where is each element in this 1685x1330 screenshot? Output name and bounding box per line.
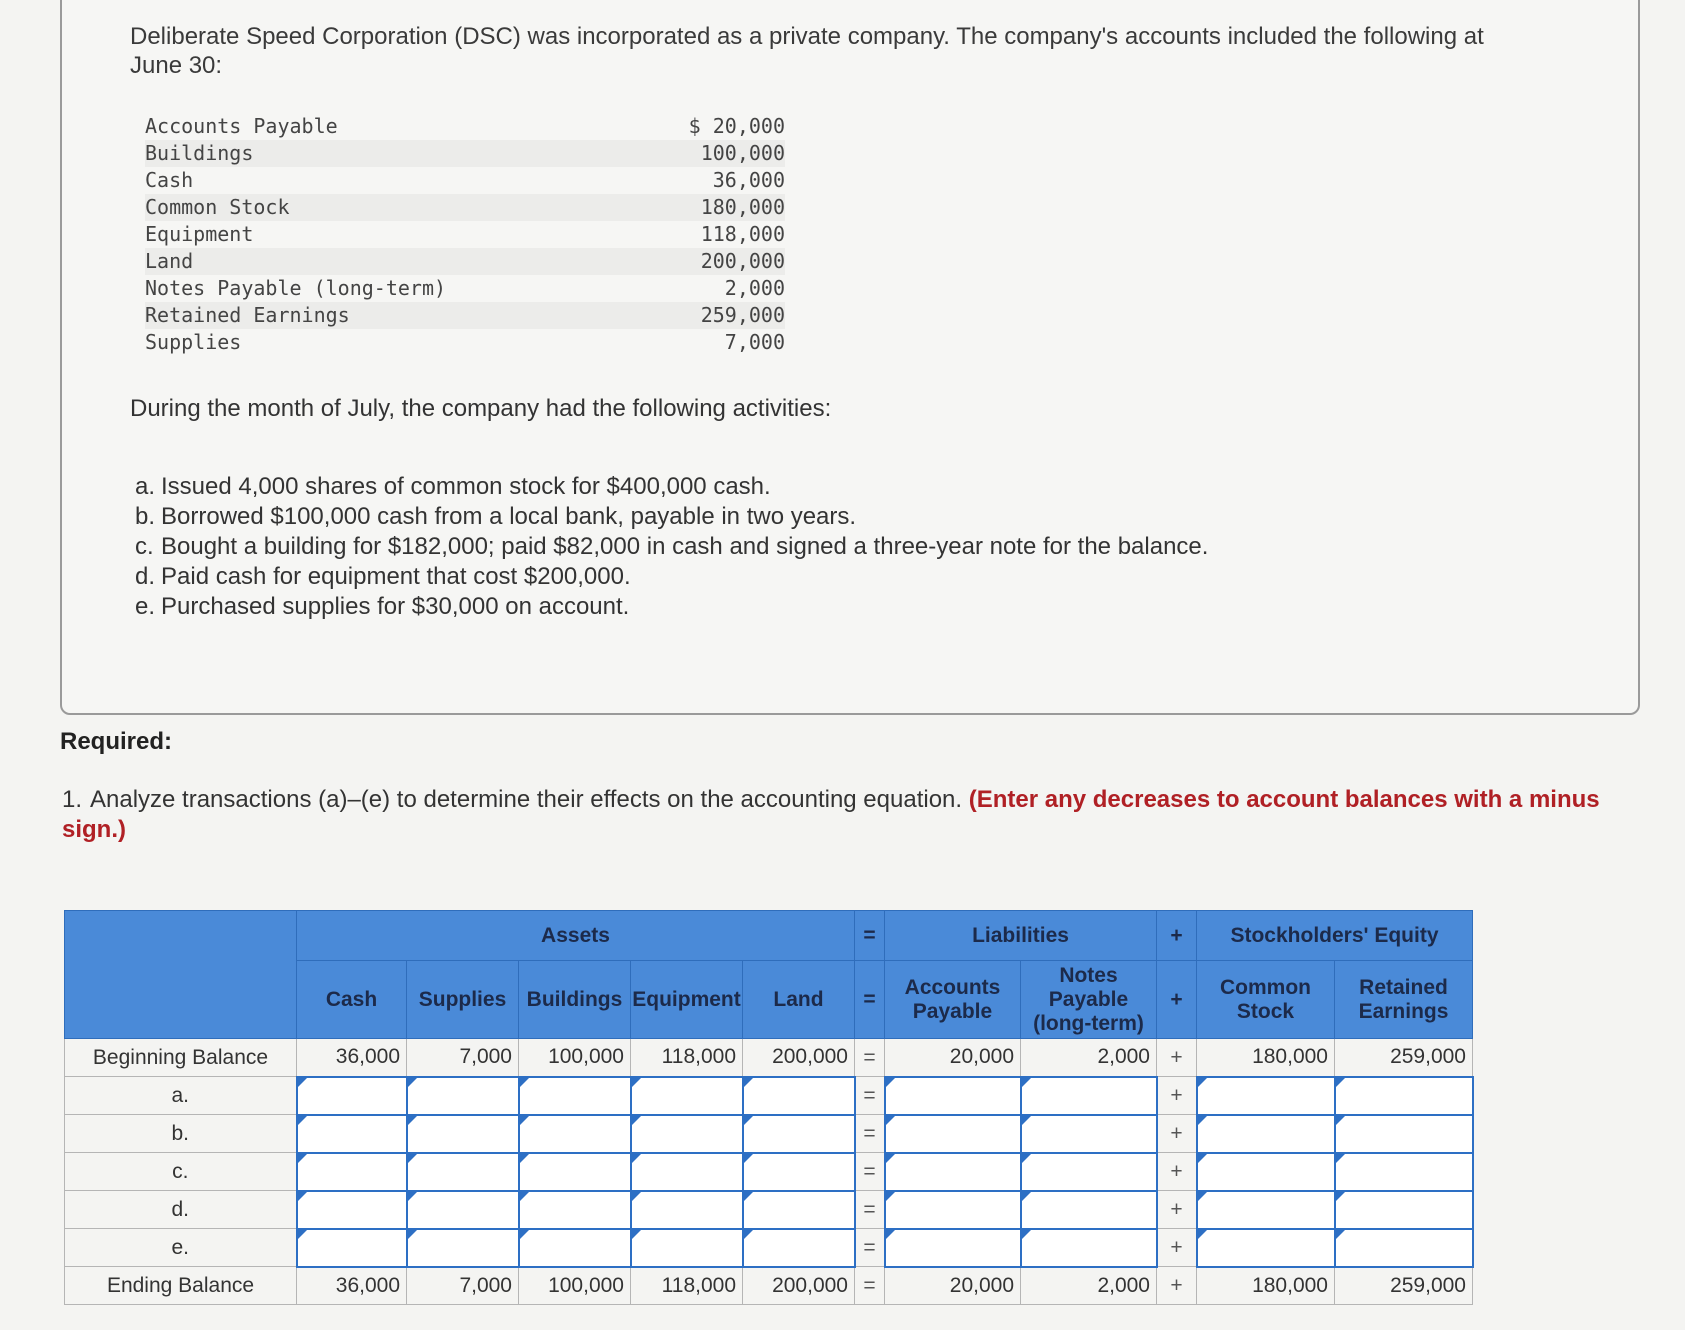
accounts-payable-input[interactable] [885, 1115, 1021, 1153]
land-input[interactable] [743, 1153, 855, 1191]
accounting-equation-table [64, 910, 1474, 1305]
land-input[interactable] [743, 1077, 855, 1115]
problem-intro: Deliberate Speed Corporation (DSC) was incorporated as a private company. The company's accounts included the following at June 30: [130, 23, 1484, 79]
cash-input[interactable] [297, 1077, 407, 1115]
assets-header: Assets [297, 911, 855, 961]
supplies-input[interactable] [407, 1229, 519, 1267]
corner-header [65, 911, 297, 1039]
account-balances-list [145, 113, 785, 356]
land-input[interactable] [743, 1229, 855, 1267]
buildings-input[interactable] [519, 1229, 631, 1267]
balance-row: Common Stock 180,000 [145, 195, 785, 219]
col-common-stock: Common Stock [1197, 961, 1335, 1039]
balance-row: Equipment 118,000 [145, 222, 785, 246]
col-buildings: Buildings [519, 961, 631, 1039]
transaction-row-c: c. = + [65, 1153, 1473, 1191]
supplies-input[interactable] [407, 1191, 519, 1229]
retained-earnings-input[interactable] [1335, 1153, 1473, 1191]
row-label: e. [65, 1229, 297, 1267]
plus-header: + [1157, 911, 1197, 961]
accounts-payable-input[interactable] [885, 1077, 1021, 1115]
cash-input[interactable] [297, 1115, 407, 1153]
instruction-text: 1. Analyze transactions (a)–(e) to determine their effects on the accounting equation. (Enter any decreases to account balances with a minus sign.) [62, 786, 1600, 843]
accounts-payable-input[interactable] [885, 1229, 1021, 1267]
activities-intro: During the month of July, the company had the following activities: [130, 395, 832, 422]
buildings-input[interactable] [519, 1153, 631, 1191]
balance-row: Cash 36,000 [145, 168, 785, 192]
land-input[interactable] [743, 1191, 855, 1229]
common-stock-input[interactable] [1197, 1229, 1335, 1267]
retained-earnings-input[interactable] [1335, 1077, 1473, 1115]
land-input[interactable] [743, 1115, 855, 1153]
buildings-input[interactable] [519, 1191, 631, 1229]
common-stock-input[interactable] [1197, 1115, 1335, 1153]
equals-sign: = [855, 961, 885, 1039]
notes-payable-input[interactable] [1021, 1229, 1157, 1267]
col-equipment: Equipment [631, 961, 743, 1039]
col-accounts-payable: Accounts Payable [885, 961, 1021, 1039]
activity-item: a. Issued 4,000 shares of common stock for $400,000 cash. [135, 473, 771, 500]
liabilities-header: Liabilities [885, 911, 1157, 961]
ending-balance-row: Ending Balance 36,000 7,000 100,000 118,000 200,000 = 20,000 2,000 + 180,000 259,000 [65, 1267, 1473, 1305]
equity-header: Stockholders' Equity [1197, 911, 1473, 961]
buildings-input[interactable] [519, 1115, 631, 1153]
col-notes-payable: Notes Payable (long-term) [1021, 961, 1157, 1039]
col-retained-earnings: Retained Earnings [1335, 961, 1473, 1039]
col-land: Land [743, 961, 855, 1039]
plus-sign: + [1157, 961, 1197, 1039]
activity-item: e. Purchased supplies for $30,000 on account. [135, 593, 630, 620]
row-label: d. [65, 1191, 297, 1229]
equipment-input[interactable] [631, 1115, 743, 1153]
activity-item: d. Paid cash for equipment that cost $200,000. [135, 563, 631, 590]
retained-earnings-input[interactable] [1335, 1115, 1473, 1153]
supplies-input[interactable] [407, 1077, 519, 1115]
notes-payable-input[interactable] [1021, 1153, 1157, 1191]
common-stock-input[interactable] [1197, 1191, 1335, 1229]
retained-earnings-input[interactable] [1335, 1229, 1473, 1267]
cash-input[interactable] [297, 1153, 407, 1191]
cash-input[interactable] [297, 1229, 407, 1267]
row-label: b. [65, 1115, 297, 1153]
balance-row: Retained Earnings 259,000 [145, 303, 785, 327]
buildings-input[interactable] [519, 1077, 631, 1115]
balance-row: Land 200,000 [145, 249, 785, 273]
transaction-row-d: d. = + [65, 1191, 1473, 1229]
transaction-row-b: b. = + [65, 1115, 1473, 1153]
accounts-payable-input[interactable] [885, 1153, 1021, 1191]
balance-row: Buildings 100,000 [145, 141, 785, 165]
notes-payable-input[interactable] [1021, 1077, 1157, 1115]
notes-payable-input[interactable] [1021, 1191, 1157, 1229]
equipment-input[interactable] [631, 1229, 743, 1267]
supplies-input[interactable] [407, 1153, 519, 1191]
transaction-row-e: e. = + [65, 1229, 1473, 1267]
balance-row: Accounts Payable $ 20,000 [145, 114, 785, 138]
balance-row: Supplies 7,000 [145, 330, 785, 354]
required-heading: Required: [60, 728, 173, 755]
supplies-input[interactable] [407, 1115, 519, 1153]
equipment-input[interactable] [631, 1191, 743, 1229]
notes-payable-input[interactable] [1021, 1115, 1157, 1153]
balance-row: Notes Payable (long-term) 2,000 [145, 276, 785, 300]
activities-list [135, 472, 1208, 622]
accounts-payable-input[interactable] [885, 1191, 1021, 1229]
row-label: Beginning Balance [65, 1039, 297, 1077]
row-label: Ending Balance [65, 1267, 297, 1305]
row-label: c. [65, 1153, 297, 1191]
equals-header: = [855, 911, 885, 961]
common-stock-input[interactable] [1197, 1153, 1335, 1191]
common-stock-input[interactable] [1197, 1077, 1335, 1115]
transaction-row-a: a. = + [65, 1077, 1473, 1115]
equipment-input[interactable] [631, 1153, 743, 1191]
retained-earnings-input[interactable] [1335, 1191, 1473, 1229]
instruction-emphasis: (Enter any decreases to account balances with a minus sign.) [62, 786, 1600, 843]
equipment-input[interactable] [631, 1077, 743, 1115]
activity-item: b. Borrowed $100,000 cash from a local bank, payable in two years. [135, 503, 857, 530]
row-label: a. [65, 1077, 297, 1115]
beginning-balance-row: Beginning Balance 36,000 7,000 100,000 118,000 200,000 = 20,000 2,000 + 180,000 259,000 [65, 1039, 1473, 1077]
activity-item: c. Bought a building for $182,000; paid $82,000 in cash and signed a three-year note for the balance. [135, 533, 1209, 560]
cash-input[interactable] [297, 1191, 407, 1229]
col-cash: Cash [297, 961, 407, 1039]
col-supplies: Supplies [407, 961, 519, 1039]
